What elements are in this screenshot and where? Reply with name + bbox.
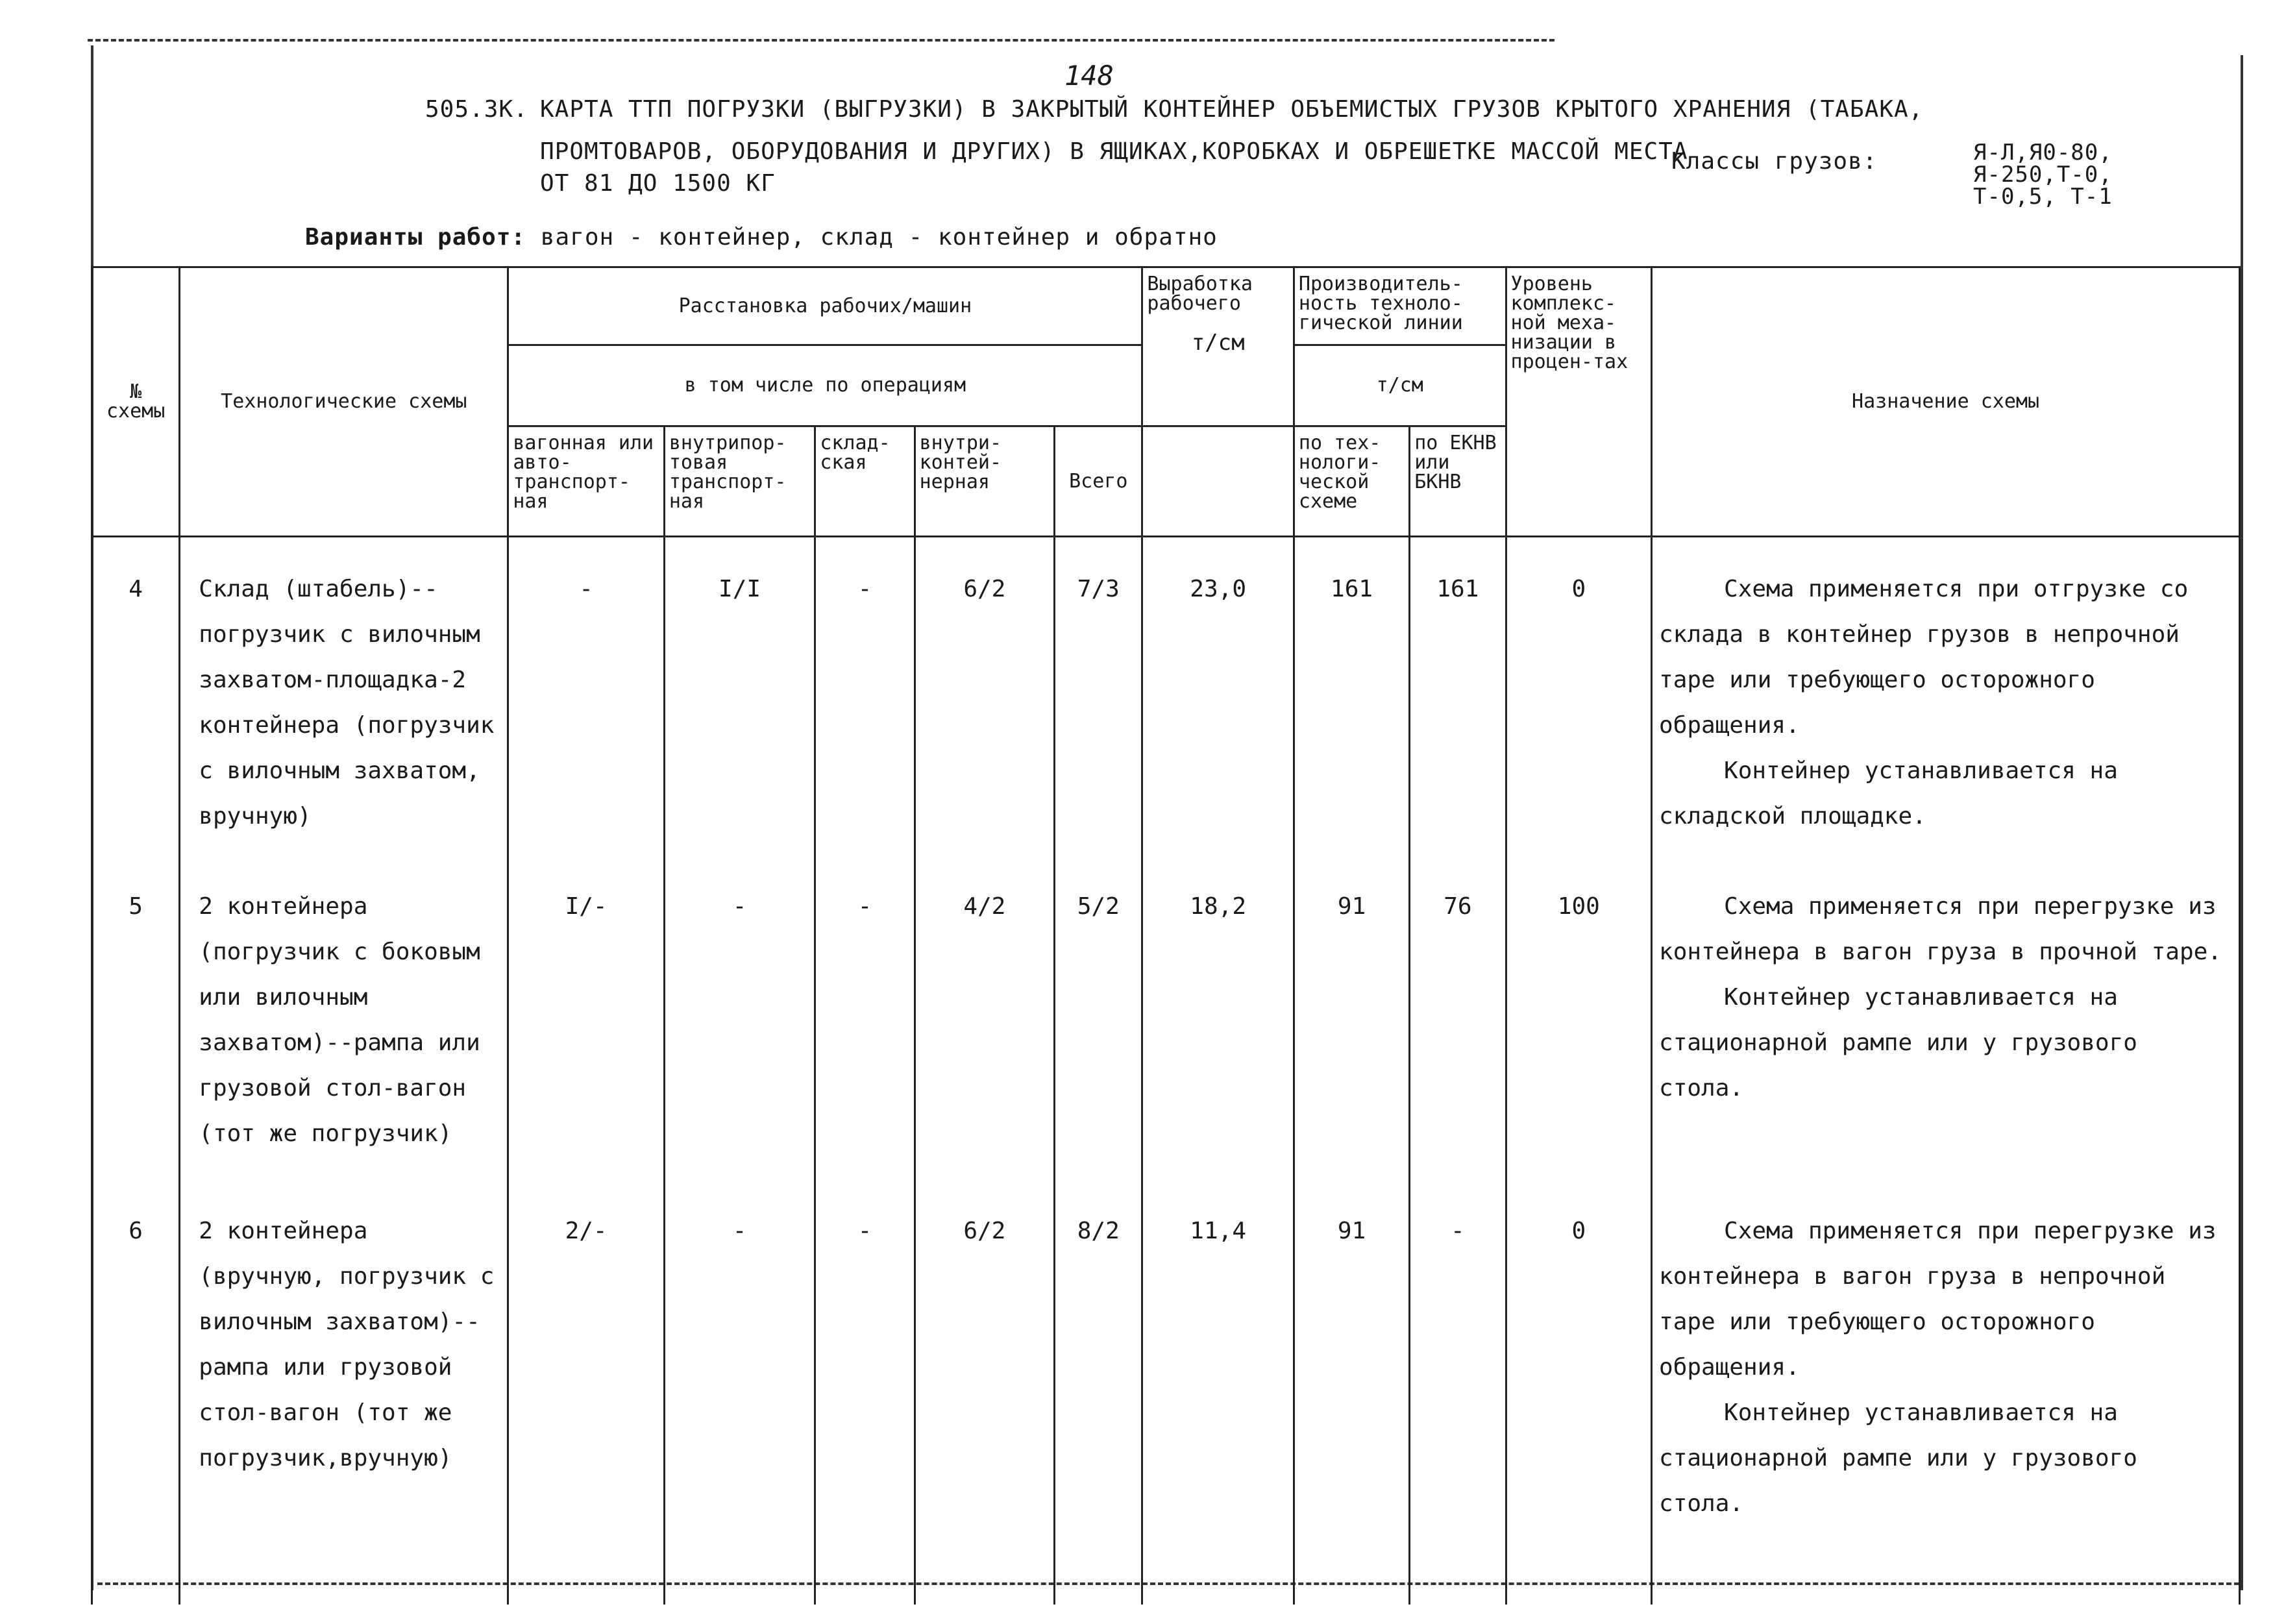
cell-intracontainer: 6/2 <box>915 1179 1054 1605</box>
cell-intraport: - <box>664 855 815 1179</box>
header-output <box>1142 267 1294 426</box>
table-row <box>92 537 2240 855</box>
work-variants <box>305 224 1218 251</box>
scheme-table <box>91 266 2241 1605</box>
cell-purpose <box>1652 1179 2240 1605</box>
cell-wagon: - <box>508 537 665 855</box>
cell-output: 18,2 <box>1142 855 1294 1179</box>
cell-tech-scheme: 2 контейнера (вручную, погрузчик с вилочным захватом)--рампа или грузовой стол-вагон (тот же погрузчик,вручную) <box>180 1179 508 1605</box>
header-wagon: вагонная или авто-транспорт-ная <box>508 426 665 537</box>
header-intracontainer: внутри-контей-нерная <box>915 426 1054 537</box>
cargo-classes-values: Я-Л,Я0-80, Я-250,Т-0, Т-0,5, Т-1 <box>1973 140 2113 210</box>
cell-prod-scheme: 91 <box>1294 1179 1409 1605</box>
header-by-operations: в том числе по операциям <box>508 345 1142 426</box>
cell-purpose <box>1652 537 2240 855</box>
cell-prod-ekhv: 161 <box>1410 537 1506 855</box>
header-output-empty <box>1142 426 1294 537</box>
cargo-classes-label: Классы грузов: <box>1671 148 1878 175</box>
table-row <box>92 855 2240 1179</box>
header-output-unit: т/см <box>1191 330 1245 356</box>
title-line-2: ПРОМТОВАРОВ, ОБОРУДОВАНИЯ И ДРУГИХ) В ЯЩИКАХ,КОРОБКАХ И ОБРЕШЕТКЕ МАССОЙ МЕСТА <box>540 138 1688 165</box>
frame-top-border <box>88 39 1555 42</box>
header-productivity: Производитель-ность техноло-гической линии <box>1294 267 1506 345</box>
cell-mechanization: 0 <box>1506 537 1651 855</box>
header-scheme-no: № схемы <box>92 267 180 537</box>
header-by-ekhv: по ЕКНВ или БКНВ <box>1410 426 1506 537</box>
cell-prod-scheme: 161 <box>1294 537 1409 855</box>
work-variants-label: Варианты работ: <box>305 224 526 251</box>
header-productivity-unit: т/см <box>1294 345 1506 426</box>
cell-total: 5/2 <box>1055 855 1142 1179</box>
work-variants-text: вагон - контейнер, склад - контейнер и обратно <box>540 224 1218 251</box>
cell-intracontainer: 6/2 <box>915 537 1054 855</box>
cell-warehouse: - <box>815 855 915 1179</box>
header-output-label: Выработка рабочего <box>1147 273 1253 315</box>
cell-intraport: I/I <box>664 537 815 855</box>
cell-warehouse: - <box>815 537 915 855</box>
card-number: 505.3К. <box>425 96 528 123</box>
purpose-paragraph: Схема применяется при перегрузке из контейнера в вагон груза в непрочной таре или требующего осторожного обращения. <box>1659 1217 2217 1381</box>
cell-output: 23,0 <box>1142 537 1294 855</box>
cell-wagon: 2/- <box>508 1179 665 1605</box>
cell-prod-ekhv: 76 <box>1410 855 1506 1179</box>
cell-total: 7/3 <box>1055 537 1142 855</box>
cell-warehouse: - <box>815 1179 915 1605</box>
title-line-1: КАРТА ТТП ПОГРУЗКИ (ВЫГРУЗКИ) В ЗАКРЫТЫЙ КОНТЕЙНЕР ОБЪЕМИСТЫХ ГРУЗОВ КРЫТОГО ХРАНЕНИЯ (ТАБАКА, <box>540 96 1924 123</box>
cell-scheme-no: 5 <box>92 855 180 1179</box>
header-mechanization: Уровень комплекс-ной меха-низации в процен-тах <box>1506 267 1651 537</box>
header-total: Всего <box>1055 426 1142 537</box>
header-tech-schemes: Технологические схемы <box>180 267 508 537</box>
purpose-paragraph: Схема применяется при отгрузке со склада в контейнер грузов в непрочной таре или требующего осторожного обращения. <box>1659 576 2189 739</box>
cell-output: 11,4 <box>1142 1179 1294 1605</box>
purpose-paragraph: Контейнер устанавливается на стационарной рампе или у грузового стола. <box>1659 983 2137 1101</box>
cell-scheme-no: 6 <box>92 1179 180 1605</box>
cell-wagon: I/- <box>508 855 665 1179</box>
purpose-paragraph: Схема применяется при перегрузке из контейнера в вагон груза в прочной таре. <box>1659 892 2222 965</box>
cell-intraport: - <box>664 1179 815 1605</box>
cell-mechanization: 0 <box>1506 1179 1651 1605</box>
header-intraport: внутрипор-товая транспорт-ная <box>664 426 815 537</box>
header-warehouse: склад-ская <box>815 426 915 537</box>
table-row <box>92 1179 2240 1605</box>
header-placement: Расстановка рабочих/машин <box>508 267 1142 345</box>
purpose-paragraph: Контейнер устанавливается на стационарной рампе или у грузового стола. <box>1659 1399 2137 1517</box>
cell-tech-scheme: 2 контейнера (погрузчик с боковым или вилочным захватом)--рампа или грузовой стол-вагон (тот же погрузчик) <box>180 855 508 1179</box>
cell-prod-ekhv: - <box>1410 1179 1506 1605</box>
frame-right-border <box>2241 55 2243 1590</box>
page-number: 148 <box>1064 60 1114 92</box>
cell-total: 8/2 <box>1055 1179 1142 1605</box>
cell-intracontainer: 4/2 <box>915 855 1054 1179</box>
cell-prod-scheme: 91 <box>1294 855 1409 1179</box>
cell-tech-scheme: Склад (штабель)--погрузчик с вилочным захватом-площадка-2 контейнера (погрузчик с вилочным захватом, вручную) <box>180 537 508 855</box>
purpose-paragraph: Контейнер устанавливается на складской площадке. <box>1659 757 2118 830</box>
cell-scheme-no: 4 <box>92 537 180 855</box>
header-by-scheme: по тех-нологи-ческой схеме <box>1294 426 1409 537</box>
cell-mechanization: 100 <box>1506 855 1651 1179</box>
title-line-3: ОТ 81 ДО 1500 КГ <box>540 170 776 197</box>
header-purpose: Назначение схемы <box>1652 267 2240 537</box>
cell-purpose <box>1652 855 2240 1179</box>
